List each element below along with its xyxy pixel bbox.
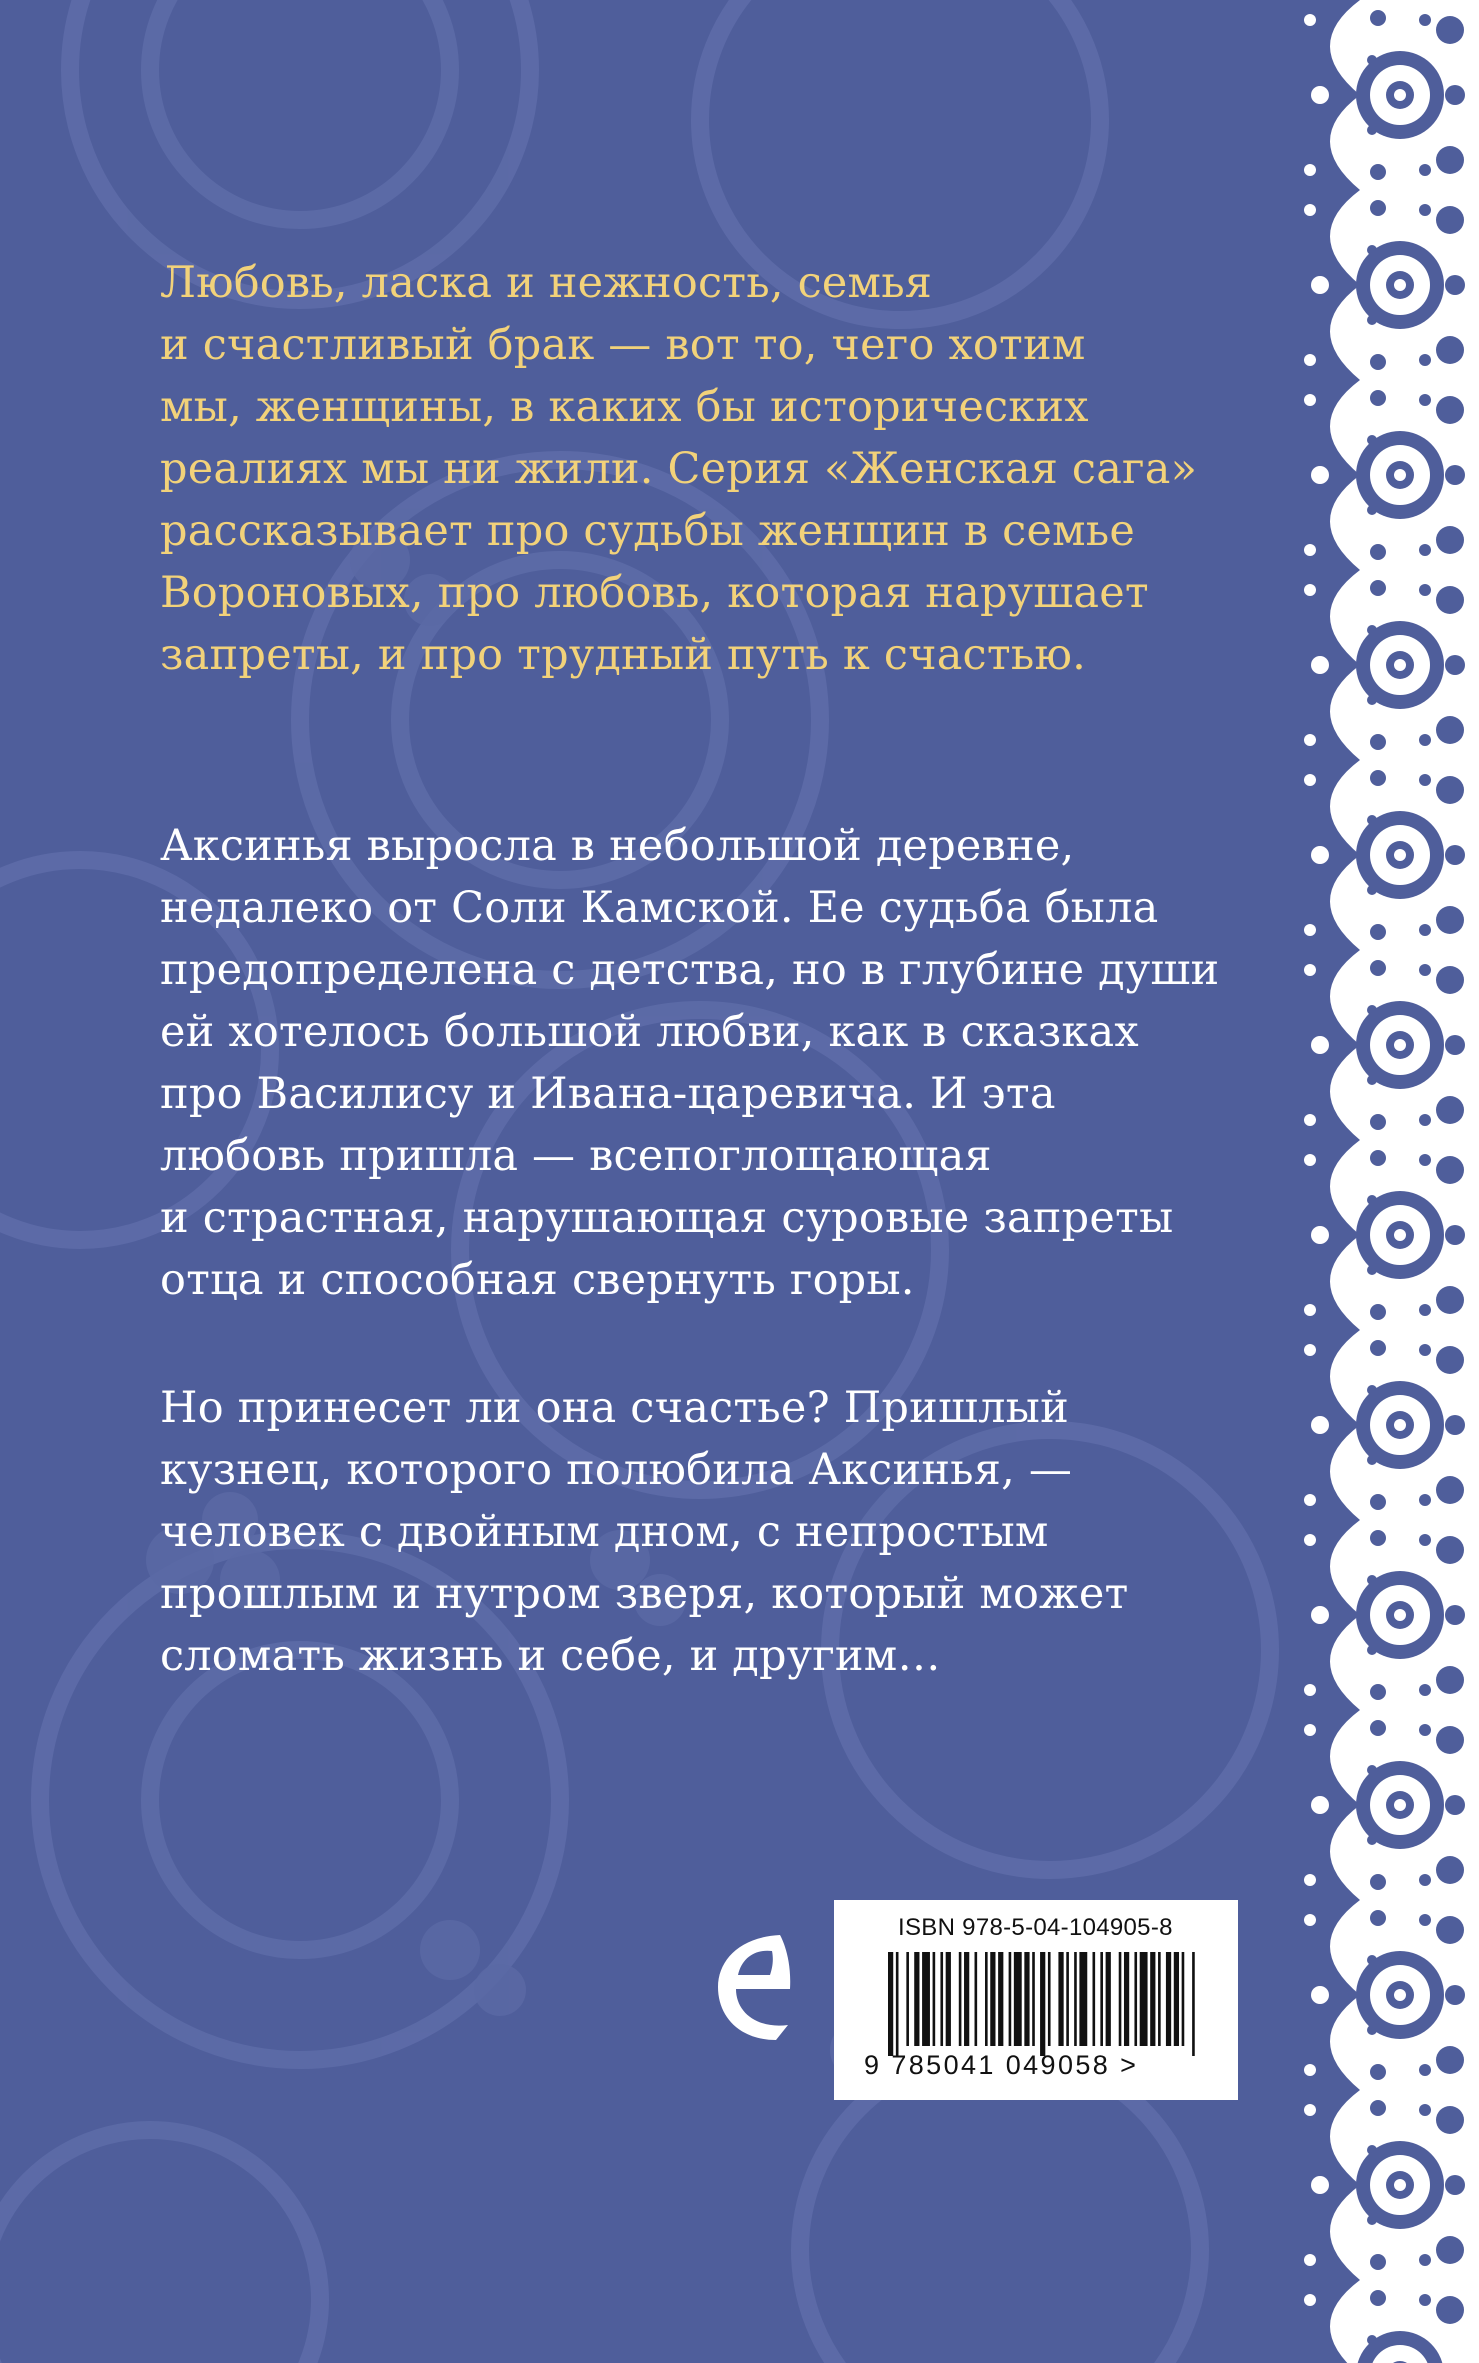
barcode-bar [998,1952,1003,2046]
barcode-bar [1093,1952,1096,2046]
text-line: кузнец, которого полюбила Аксинья, — [160,1445,1073,1495]
text-line: Но принесет ли она счастье? Пришлый [160,1383,1069,1433]
barcode-bar [1074,1952,1077,2046]
barcode-bar [896,1952,899,2056]
barcode-bar [1119,1952,1122,2046]
text-line: прошлым и нутром зверя, который может [160,1569,1129,1619]
text-line: и счастливый брак — вот то, чего хотим [160,320,1086,370]
barcode-bar [959,1952,962,2046]
barcode-bar [1032,1952,1035,2046]
text-line: рассказывает про судьбы женщин в семье [160,506,1135,556]
text-line: Вороновых, про любовь, которая нарушает [160,568,1149,618]
synopsis-paragraph-2 [160,1377,1250,1687]
eksmo-logo-icon [710,1925,796,2050]
series-description [160,252,1250,686]
barcode-bar [933,1952,936,2046]
barcode-panel [834,1900,1238,2100]
barcode-bar [906,1952,909,2046]
text-line: отца и способная свернуть горы. [160,1255,915,1305]
barcode-bar [914,1952,919,2046]
text-line: про Василису и Ивана-царевича. И эта [160,1069,1056,1119]
lace-border-ornament [1290,0,1479,2363]
text-line: предопределена с детства, но в глубине души [160,945,1220,995]
text-line: и страстная, нарушающая суровые запреты [160,1193,1174,1243]
barcode-bar [1024,1952,1029,2046]
barcode-bar [1014,1952,1022,2046]
barcode-bar [964,1952,969,2046]
isbn-label: ISBN 978-5-04-104905-8 [898,1914,1173,1941]
text-line: недалеко от Соли Камской. Ее судьба была [160,883,1159,933]
barcode-bar [1066,1952,1069,2046]
barcode-bar [985,1952,988,2046]
barcode-bar [922,1952,930,2046]
barcode-bar [1079,1952,1087,2046]
barcode-bar [1192,1952,1195,2056]
barcode-bars [888,1952,1200,2056]
text-line: Аксинья выросла в небольшой деревне, [160,821,1075,871]
text-line: реалиях мы ни жили. Серия «Женская сага» [160,444,1198,494]
text-line: сломать жизнь и себе, и другим… [160,1631,941,1681]
barcode-bar [1124,1952,1129,2046]
text-line: запреты, и про трудный путь к счастью. [160,630,1086,680]
barcode-bar [1166,1952,1171,2046]
synopsis-paragraph-1 [160,815,1250,1311]
text-line: Любовь, ласка и нежность, семья [160,258,933,308]
barcode-bar [1040,1952,1045,2056]
barcode-bar [1100,1952,1103,2046]
barcode-bar [946,1952,951,2046]
barcode-bar [1150,1952,1155,2046]
barcode-bar [1134,1952,1137,2046]
barcode-bar [990,1952,995,2046]
barcode-bar [975,1952,978,2046]
barcode-bar [1174,1952,1179,2046]
barcode-bar [1182,1952,1185,2046]
text-line: ей хотелось большой любви, как в сказках [160,1007,1139,1057]
text-line: человек с двойным дном, с непростым [160,1507,1049,1557]
barcode-bar [1048,1952,1051,2046]
text-line: мы, женщины, в каких бы исторических [160,382,1089,432]
barcode-digits: 9 785041 049058 > [864,2050,1139,2080]
barcode-bar [1058,1952,1063,2046]
barcode-bar [888,1952,893,2056]
barcode-bar [1009,1952,1012,2046]
text-line: любовь пришла — всепоглощающая [160,1131,992,1181]
barcode-bar [1106,1952,1111,2046]
barcode-bar [1140,1952,1148,2046]
barcode-bar [1158,1952,1161,2046]
barcode-bar [940,1952,943,2046]
